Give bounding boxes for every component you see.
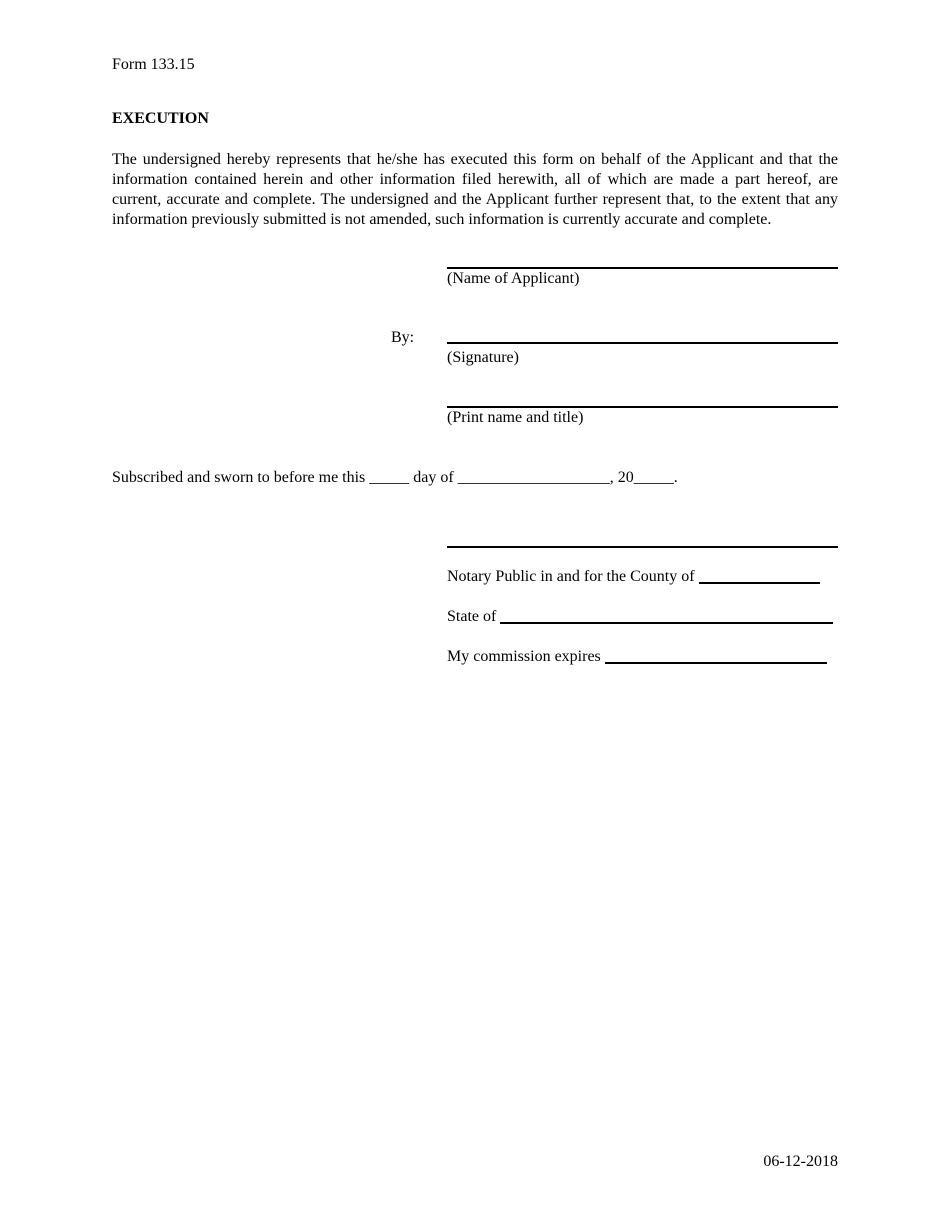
applicant-name-line[interactable] <box>447 267 838 269</box>
oath-statement: Subscribed and sworn to before me this _____ day of ___________________, 20_____. <box>112 469 678 486</box>
applicant-name-caption: (Name of Applicant) <box>447 270 580 287</box>
state-row <box>447 608 833 626</box>
form-number: Form 133.15 <box>112 56 195 73</box>
state-label: State of <box>447 608 497 625</box>
notary-county-row <box>447 568 820 586</box>
state-field[interactable] <box>500 622 833 624</box>
signature-caption: (Signature) <box>447 349 519 366</box>
notary-county-label: Notary Public in and for the County of <box>447 568 695 585</box>
revision-date: 06-12-2018 <box>763 1153 838 1170</box>
representation-paragraph: The undersigned hereby represents that he/she has executed this form on behalf of the Applicant and that the information contained herein and other information filed herewith, all of which are made a part hereof, are current, accurate and complete. The undersigned and the Applicant further represent that, to the extent that any information previously submitted is not amended, such information is currently accurate and complete. <box>112 151 838 228</box>
print-name-caption: (Print name and title) <box>447 409 584 426</box>
commission-expiry-field[interactable] <box>605 662 827 664</box>
print-name-line[interactable] <box>447 406 838 408</box>
by-label: By: <box>391 329 415 346</box>
notary-signature-line[interactable] <box>447 546 838 548</box>
county-field[interactable] <box>699 582 820 584</box>
signature-line[interactable] <box>447 342 838 344</box>
commission-row <box>447 648 827 666</box>
section-heading: EXECUTION <box>112 110 209 127</box>
commission-label: My commission expires <box>447 648 601 665</box>
